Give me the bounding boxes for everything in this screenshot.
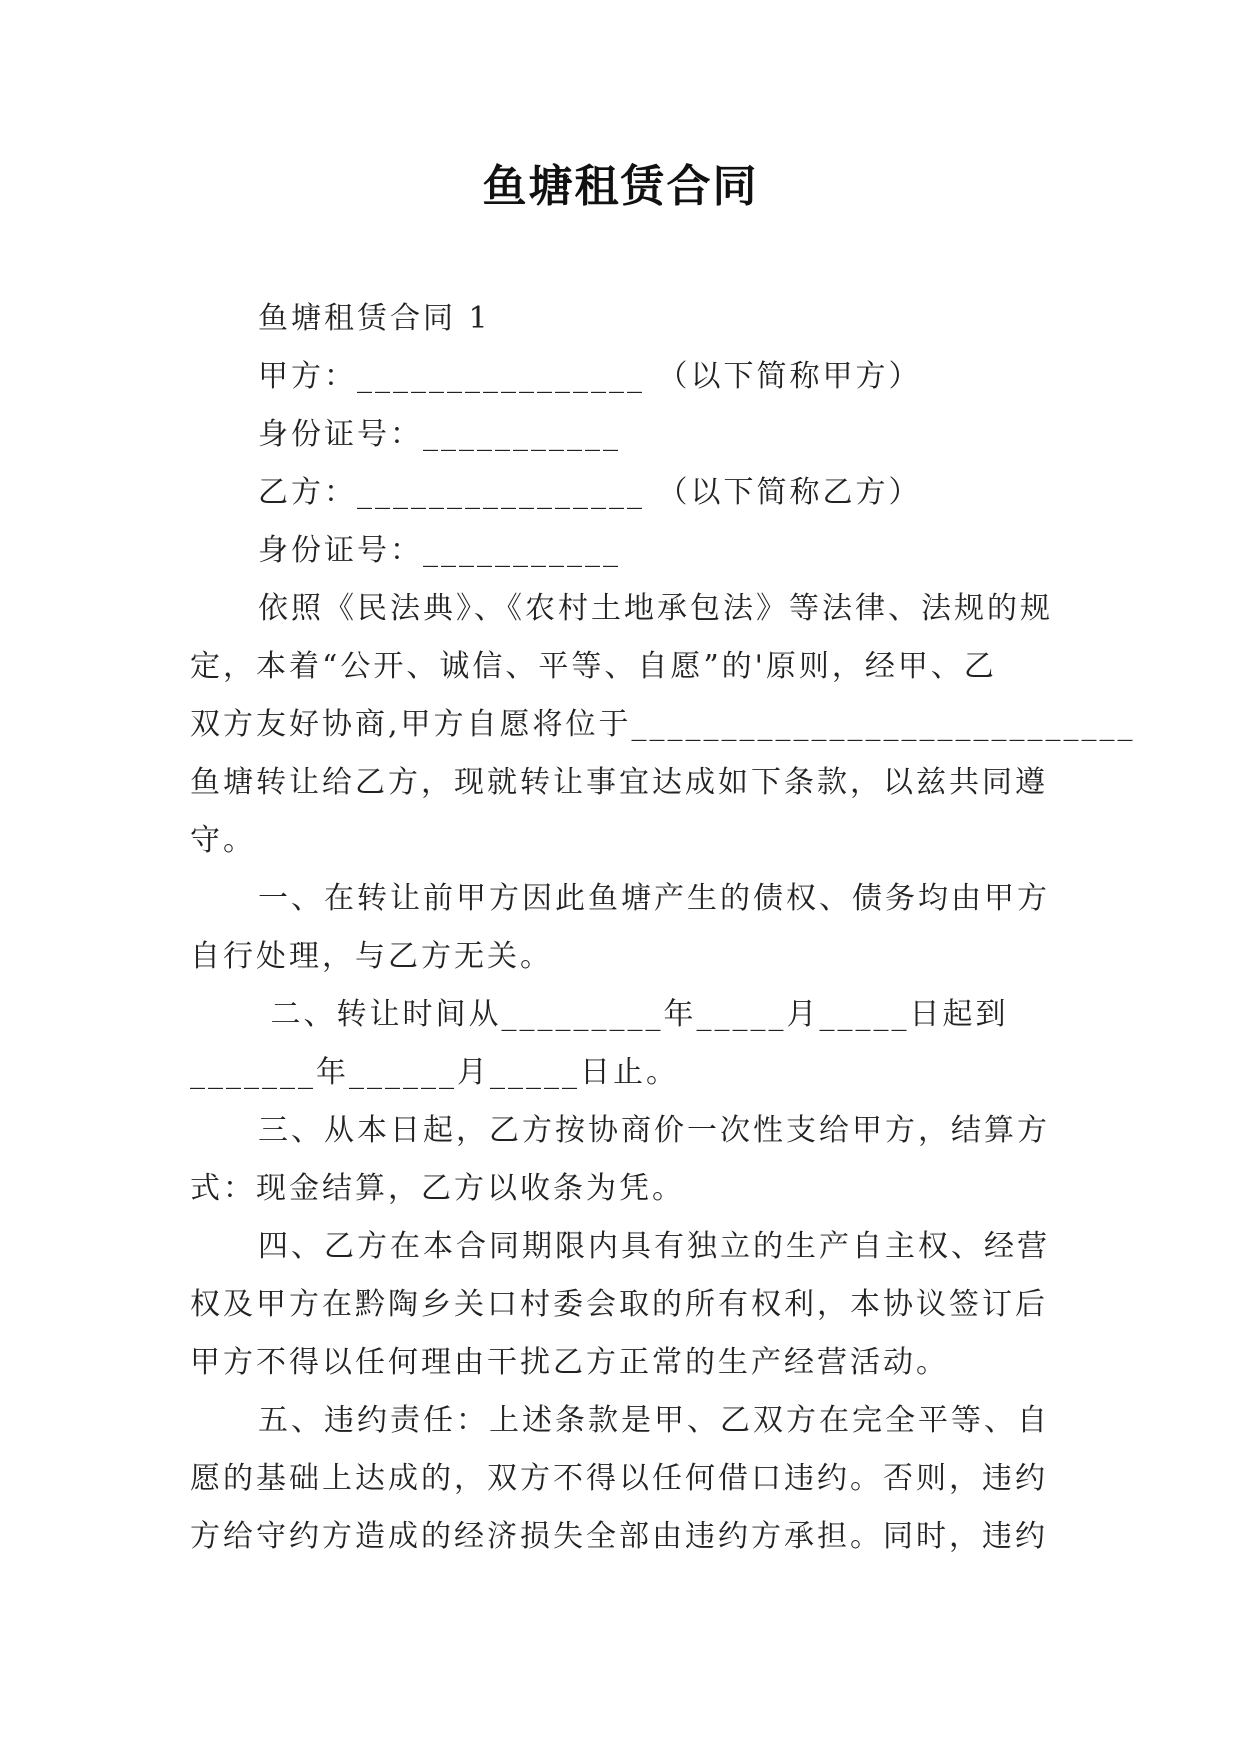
- document-body: [190, 290, 1136, 1566]
- paragraph-preamble: [190, 580, 1136, 870]
- paragraph-line: 二、转让时间从_________年_____月_____日起到: [258, 997, 1009, 1032]
- paragraph-line: _______年______月_____日止。: [190, 1055, 679, 1090]
- document-title: 鱼塘租赁合同: [482, 161, 759, 212]
- paragraph-line: 双方友好协商,甲方自愿将位于____________________________: [190, 707, 1136, 742]
- paragraph-line: 定，本着“公开、诚信、平等、自愿”的'原则，经甲、乙: [190, 649, 997, 684]
- party-b-line: 乙方：________________ （以下简称乙方）: [258, 475, 922, 510]
- paragraph-line: 式：现金结算，乙方以收条为凭。: [190, 1171, 685, 1206]
- paragraph-line: 甲方不得以任何理由干扰乙方正常的生产经营活动。: [190, 1345, 949, 1380]
- clause-2: [190, 986, 1050, 1102]
- paragraph-line: 鱼塘转让给乙方，现就转让事宜达成如下条款，以兹共同遵: [190, 765, 1048, 800]
- paragraph-line: 愿的基础上达成的，双方不得以任何借口违约。否则，违约: [190, 1461, 1048, 1496]
- party-a-id-line: 身份证号：___________: [258, 417, 621, 452]
- contract-heading: 鱼塘租赁合同 1: [258, 301, 491, 336]
- clause-4: [190, 1218, 1050, 1392]
- paragraph-line: 依照《民法典》、《农村土地承包法》等法律、法规的规: [258, 591, 1053, 626]
- party-a-line: 甲方：________________ （以下简称甲方）: [258, 359, 922, 394]
- paragraph-line: 一、在转让前甲方因此鱼塘产生的债权、债务均由甲方: [258, 881, 1050, 916]
- paragraph-line: 自行处理，与乙方无关。: [190, 939, 553, 974]
- clause-1: [190, 870, 1050, 986]
- paragraph-line: 权及甲方在黔陶乡关口村委会取的所有权利，本协议签订后: [190, 1287, 1048, 1322]
- clause-3: [190, 1102, 1050, 1218]
- paragraph-line: 三、从本日起，乙方按协商价一次性支给甲方，结算方: [258, 1113, 1050, 1148]
- clause-5: [190, 1392, 1050, 1566]
- paragraph-line: 守。: [190, 823, 256, 858]
- party-b-id-line: 身份证号：___________: [258, 533, 621, 568]
- paragraph-line: 方给守约方造成的经济损失全部由违约方承担。同时，违约: [190, 1519, 1048, 1554]
- paragraph-line: 四、乙方在本合同期限内具有独立的生产自主权、经营: [258, 1229, 1050, 1264]
- paragraph-line: 五、违约责任：上述条款是甲、乙双方在完全平等、自: [258, 1403, 1050, 1438]
